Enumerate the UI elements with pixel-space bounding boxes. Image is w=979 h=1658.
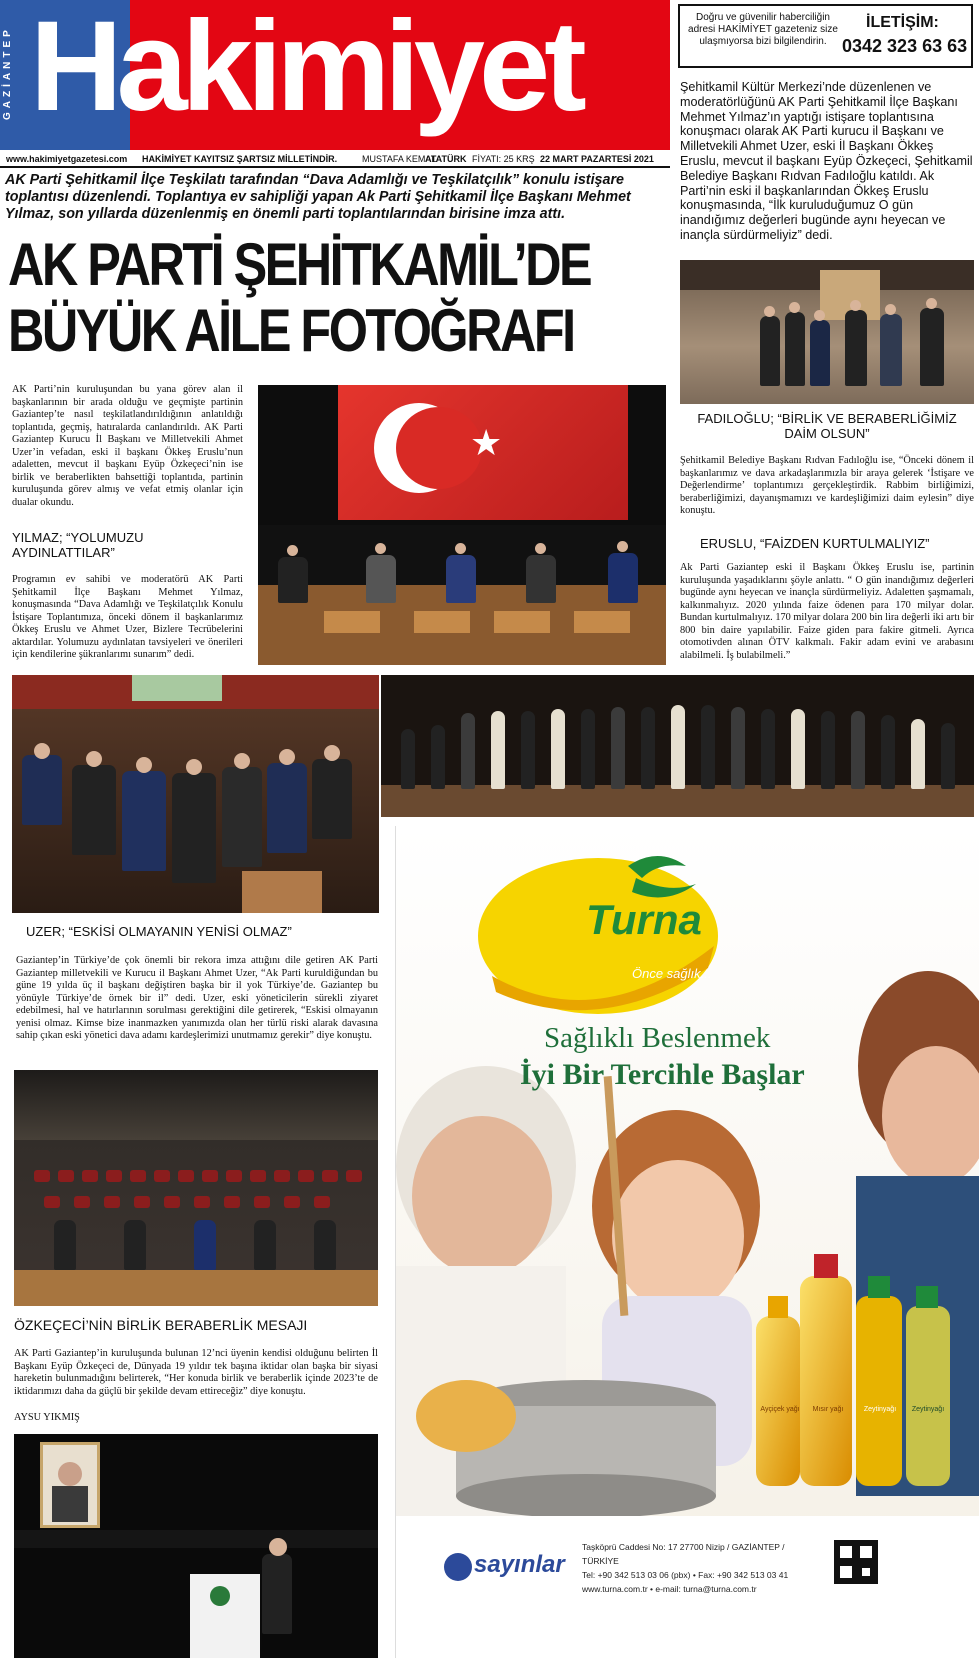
contact-text: Doğru ve güvenilir haberciliğin adresi HAKİMİYET gazeteniz size ulaşmıyorsa bizi bilgilendirin. [688, 12, 838, 47]
yilmaz-text: Programın ev sahibi ve moderatörü AK Parti Şehitkamil İlçe Başkanı Mehmet Yılmaz, konuşmasında “Dava Adamlığı ve Teşkilatçılık Konulu İstişare Toplantımıza, önceki dönem il başkanlarımız Ökkeş Eruslu ve Ahmet Uzer, Bizlere Tecrübelerini aktardılar. Yolumuzu aydınlatan tavsiyeleri ve önerileri için kendilerine şükranlarımı sunarım” dedi. [12, 574, 243, 660]
motto-author: MUSTAFA KEMAL [362, 154, 437, 164]
motto-author-surname: ATATÜRK [425, 154, 467, 164]
fadiloglu-subheading: FADILOĞLU; “BİRLİK VE BERABERLİĞİMİZ DAİM OLSUN” [697, 411, 957, 441]
article-author: AYSU YIKMIŞ [14, 1412, 80, 1423]
turna-advertisement[interactable] [395, 826, 979, 1658]
ozkececi-text: AK Parti Gaziantep’in kuruluşunda bulunan 12’nci üyenin kendisi olduğunu belirten İl Başkanı Eyüp Özkeçeci de, Dünyada 19 yıldır tek başına iktidar olan başka bir siyasi hareketin bulunmadığını belirterek, “Her konuda birlik ve beraberlik içinde 2023’te de iktidarımızı daha da güçlü bir şekilde devam ettireceğiz” diye konuştu. [14, 1348, 378, 1397]
ad-artwork [396, 826, 979, 1658]
bottle-label-2: Mısır yağı [812, 1406, 844, 1413]
headline-line-1: AK PARTİ ŞEHİTKAMİL’DE [8, 231, 591, 298]
eruslu-subheading: ERUSLU, “FAİZDEN KURTULMALIYIZ” [700, 536, 930, 551]
masthead-city: GAZİANTEP [2, 26, 13, 120]
right-column-text: Şehitkamil Kültür Merkezi’nde düzenlenen ve moderatörlüğünü AK Parti Şehitkamil İlçe Başkanı Mehmet Yılmaz’ın yaptığı istişare toplantısına konuşmacı olarak AK Parti kurucu il Başkanı ve Milletvekili Ahmet Uzer, eski İl Başkanı Ökkeş Eruslu, mevcut il başkanı Eyüp Özkeçeci, Şehitkamil Belediye Başkanı Rıdvan Fadıloğlu katıldı. Ak Parti’nin eski il başkanlarından Ökkeş Eruslu konuşmasında, “İlk kuruluduğumuz O gün inandığımız değerleri bugünde aynı heyecan ve inançla sürdürmeliyiz” dedi. [680, 80, 973, 242]
left-intro-text: AK Parti’nin kuruluşundan bu yana görev alan il başkanlarının bir arada olduğu ve geçmişte partinin Gaziantep’te nasıl teşkilatlandırıldığının anlatıldığı toplantıda, geçmiş, hatıralarda canlandırıldı. AK Parti Gaziantep Kurucu İl Başkanı ve Milletvekili Ahmet Uzer’in vefadan, eski il başkanı Ökkeş Eruslu’nun adaletten, mevcut il başkanı Eyüp Özkeçeci’nin ise birlik ve beraberlikten bahsettiği toplantıda, partinin kuruluşunda görev almış ve vefat etmiş olanlar için dualar okundu. [12, 384, 243, 508]
ad-tagline-1: Sağlıklı Beslenmek [544, 1022, 771, 1054]
contact-label: İLETİŞİM: [866, 14, 939, 31]
website-link[interactable]: www.hakimiyetgazetesi.com [6, 154, 128, 164]
headline-line-2: BÜYÜK AİLE FOTOĞRAFI [8, 297, 574, 364]
turna-slogan: Önce sağlık... [632, 966, 712, 981]
motto: HAKİMİYET KAYITSIZ ŞARTSIZ MİLLETİNDİR. [142, 154, 338, 164]
contact-box [678, 4, 973, 68]
ad-tagline-2: İyi Bir Tercihle Başlar [520, 1058, 805, 1091]
yilmaz-subheading: YILMAZ; “YOLUMUZU AYDINLATTILAR” [12, 530, 144, 560]
photo-audience-seated [12, 675, 379, 913]
ad-contact [582, 1540, 822, 1596]
photo-group-stage [381, 675, 974, 817]
bottle-label-1: Ayçiçek yağı [760, 1406, 800, 1413]
contact-phone[interactable]: 0342 323 63 63 [842, 36, 968, 56]
eruslu-text: Ak Parti Gaziantep eski il Başkanı Ökkeş Eruslu ise, partinin kuruluşunda yaşadıklarını şöyle anlattı. “ O gün inandığımız değerleri bugünde aynı heyecan ve inançla sürdürmeliyiz. Adaletten şaşmamalı, kalkınmalıyız. 2020 yılında faize ödenen para 170 milyar dolar. Bundan kurtulmalıyız. 170 milyar dolara 200 bin lira değerli iki artı bir 800 bin daire yapılabilir. Faize giden para fakire gitmeli. Ayrıca otomotivden alınan ÖTV kalkmalı. Fakir adam evini ve arabasını alabilmeli. İş bulabilmeli.” [680, 562, 974, 661]
fadiloglu-text: Şehitkamil Belediye Başkanı Rıdvan Fadıloğlu ise, “Önceki dönem il başkanlarımız ve dava arkadaşlarımızla bir araya gelerek ‘İstişare ve Değerlendirme’ toplantımızı gerçekleştirdik. Rabbim birliğimizi, beraberliğimizi, dayanışmamızı ve kardeşliğimizi daim eylesin” diye konuştu. [680, 455, 974, 516]
ad-address: Taşköprü Caddesi No: 17 27700 Nizip / GAZİANTEP / TÜRKİYE [582, 1542, 785, 1566]
ozkececi-subheading: ÖZKEÇECİ’NİN BİRLİK BERABERLİK MESAJI [14, 1317, 308, 1333]
photo-speaker-podium [14, 1434, 378, 1658]
sayinlar-logo: sayınlar [474, 1551, 565, 1578]
uzer-text: Gaziantep’in Türkiye’de çok önemli bir rekora imza attığını dile getiren AK Parti Gaziantep milletvekili ve Kurucu il Başkanı Ahmet Uzer, “Ak Parti kuruldiğundan bu güne 19 yılda üç il başkanı değiştiren başka bir il yok Türkiye’de. Gaziantep bu yönüyle Türkiye’de örnek bir il” dedi. Uzer, eski yöneticilerin sürekli ziyaret edebilmesi, hal ve hatırlarının sorulması gerektiğini dile getirerek, “Eskisi olmayanın yenisi olmaz. Kimse bize inanmazken yanımızda olan her türlü riski alarak davasına sahip çıkan eski yönetici dava adamı kardeşlerimizi unutmamız gerekir” diye konuştu. [16, 955, 378, 1041]
bottle-label-4: Zeytinyağı [911, 1406, 945, 1413]
issue-date: 22 MART PAZARTESİ 2021 [540, 154, 654, 164]
ad-phone: Tel: +90 342 513 03 06 (pbx) • Fax: +90 342 513 03 41 [582, 1570, 789, 1580]
masthead-info-strip [0, 150, 670, 168]
uzer-subheading: UZER; “ESKİSİ OLMAYANIN YENİSİ OLMAZ” [26, 924, 292, 939]
photo-panel-stage [258, 385, 666, 665]
turna-logo: Turna [586, 896, 702, 943]
price: FİYATI: 25 KRŞ [472, 154, 535, 164]
article-headline [8, 231, 591, 364]
photo-hall-audience [14, 1070, 378, 1306]
newspaper-logo: Hakimiyet [30, 0, 581, 138]
ad-web[interactable]: www.turna.com.tr • e-mail: turna@turna.com.tr [582, 1584, 757, 1594]
photo-group-greeting [680, 260, 974, 404]
bottle-label-3: Zeytinyağı [863, 1406, 897, 1413]
article-intro: AK Parti Şehitkamil İlçe Teşkilatı tarafından “Dava Adamlığı ve Teşkilatçılık” konulu istişare toplantısı düzenlendi. Toplantıya ev sahipliği yapan Ak Parti Şehitkamil İlçe Başkanı Mehmet Yılmaz, son yıllarda düzenlenmiş en önemli parti toplantılarından birisine imza attı. [5, 172, 631, 222]
masthead [0, 0, 670, 150]
